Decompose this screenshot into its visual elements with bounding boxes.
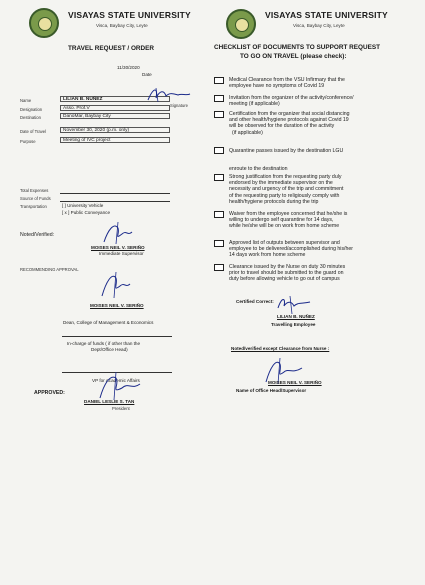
- recommending-signatory-name: MOISES NEIL V. SERIÑO: [90, 303, 144, 308]
- checklist-item-invitation: Invitation from the organizer of the activity/conference/ meeting (if applicable): [229, 95, 354, 108]
- signature-label: Signature: [170, 103, 188, 108]
- date-of-travel-field: November 30, 2020 (p.m. only): [60, 127, 170, 133]
- destination-field: DanoMar, Baybay City: [60, 113, 170, 119]
- checkbox-certification[interactable]: [214, 111, 224, 118]
- checklist-item-outputs: Approved list of outputs between supervisor and employee to be delivered/accomplished during his/her 14 days work from home scheme: [229, 240, 353, 259]
- destination-label: Destination: [20, 115, 41, 120]
- certified-correct-label: Certified Correct:: [236, 299, 274, 304]
- source-of-funds-line: [60, 201, 170, 202]
- date-label: Date: [142, 72, 152, 77]
- checkbox-nurse-clearance[interactable]: [214, 264, 224, 271]
- recommending-signatory-title: Dean, College of Management & Economics: [63, 320, 154, 325]
- university-name-right: VISAYAS STATE UNIVERSITY: [265, 10, 388, 20]
- checklist-item-medical: Medical Clearance from the VSU Infirmary that the employee have no symptoms of Covid 19: [229, 77, 345, 90]
- request-date-value: 11/30/2020: [117, 65, 140, 70]
- checklist-item-nurse: Clearance issued by the Nurse on duty 30 minutes prior to travel should be submitted to the guard on duty before allowing vehicle to go out of campus: [229, 264, 346, 283]
- vp-label: VP for Academic Affairs: [92, 378, 140, 383]
- designation-field: Asso. Prof.V: [60, 105, 170, 111]
- noted-signatory-name: MOISES NEIL V. SERIÑO: [91, 245, 145, 250]
- office-head-name: MOISES NEIL V. SERIÑO: [268, 380, 322, 385]
- total-expenses-line: [60, 193, 170, 194]
- incharge-label-line2: Dept/Office Head): [91, 347, 128, 352]
- recommending-approval-label: RECOMMENDING APPROVAL: [20, 267, 79, 272]
- noted-signatory-title: Immediate Supervisor: [99, 251, 144, 256]
- name-field: LILIAN B. NUÑEZ: [60, 96, 170, 102]
- checkbox-waiver[interactable]: [214, 211, 224, 218]
- president-signature: [94, 370, 144, 402]
- approved-label: APPROVED:: [34, 390, 65, 396]
- source-of-funds-label: Source of Funds: [20, 196, 51, 201]
- checkbox-justification[interactable]: [214, 174, 224, 181]
- checkbox-approved-outputs[interactable]: [214, 240, 224, 247]
- supervisor-signature-1: [100, 220, 134, 246]
- transportation-label: Transportation: [20, 204, 47, 209]
- purpose-label: Purpose: [20, 139, 36, 144]
- employee-signature: [144, 84, 194, 106]
- designation-label: Designation: [20, 107, 43, 112]
- transport-option-public: [ x ] Public Conveyance: [62, 210, 111, 215]
- checklist-item-quarantine-cont: enroute to the destination: [229, 166, 288, 172]
- university-seal-right: [226, 9, 256, 39]
- purpose-field: Meeting of IVC project: [60, 137, 170, 143]
- university-seal-left: [29, 8, 59, 38]
- office-head-title: Name of Office Head/Supervisor: [236, 388, 307, 393]
- certified-employee-title: Travelling Employee: [271, 322, 316, 327]
- checklist-item-justification: Strong justification from the requesting party duly endorsed by the immediate supervisor on the necessity and urgency of the trip and commitment of the requesting party to religiously comply with health/hygiene protocols during the trip: [229, 174, 344, 205]
- checkbox-quarantine-passes[interactable]: [214, 147, 224, 154]
- supervisor-signature-2: [98, 270, 132, 300]
- noted-except-nurse-label: Noted/verified except Clearance from Nurse :: [231, 346, 330, 351]
- transport-option-university: [ ] University Vehicle: [62, 203, 104, 208]
- checklist-item-waiver: Waiver from the employee concerned that he/she is willing to undergo self quarantine for 14 days, while he/she will be on work from home scheme: [229, 211, 348, 230]
- certified-employee-name: LILIAN B. NUÑEZ: [277, 314, 315, 319]
- university-address-left: Visca, Baybay City, Leyte: [96, 23, 148, 28]
- total-expenses-label: Total Expenses: [20, 188, 49, 193]
- name-label: Name: [20, 98, 32, 103]
- noted-verified-label: Noted/Verified:: [20, 232, 55, 238]
- president-title: President: [112, 406, 130, 411]
- checkbox-medical-clearance[interactable]: [214, 77, 224, 84]
- incharge-label-line1: In-charge of funds ( if other than the: [67, 341, 141, 346]
- incharge-signature-line: [62, 336, 172, 337]
- traveller-signature: [274, 294, 314, 316]
- university-address-right: Visca, Baybay City, Leyte: [293, 23, 345, 28]
- checklist-title-line1: CHECKLIST OF DOCUMENTS TO SUPPORT REQUEST: [214, 44, 381, 51]
- president-name: DANIEL LESLIE S. TAN: [84, 399, 135, 404]
- checklist-item-certification: Certification from the organizer that social distancing and other health/hygiene protocols against Covid 19 will be observed for the duration of the activity (if applicable): [229, 111, 350, 136]
- university-name-left: VISAYAS STATE UNIVERSITY: [68, 10, 191, 20]
- checklist-title-line2: TO GO ON TRAVEL (please check):: [240, 53, 347, 60]
- travel-request-title: TRAVEL REQUEST / ORDER: [68, 45, 155, 52]
- checklist-item-quarantine: Quarantine passes issued by the destination LGU: [229, 148, 344, 154]
- date-of-travel-label: Date of Travel: [20, 129, 47, 134]
- checkbox-invitation[interactable]: [214, 95, 224, 102]
